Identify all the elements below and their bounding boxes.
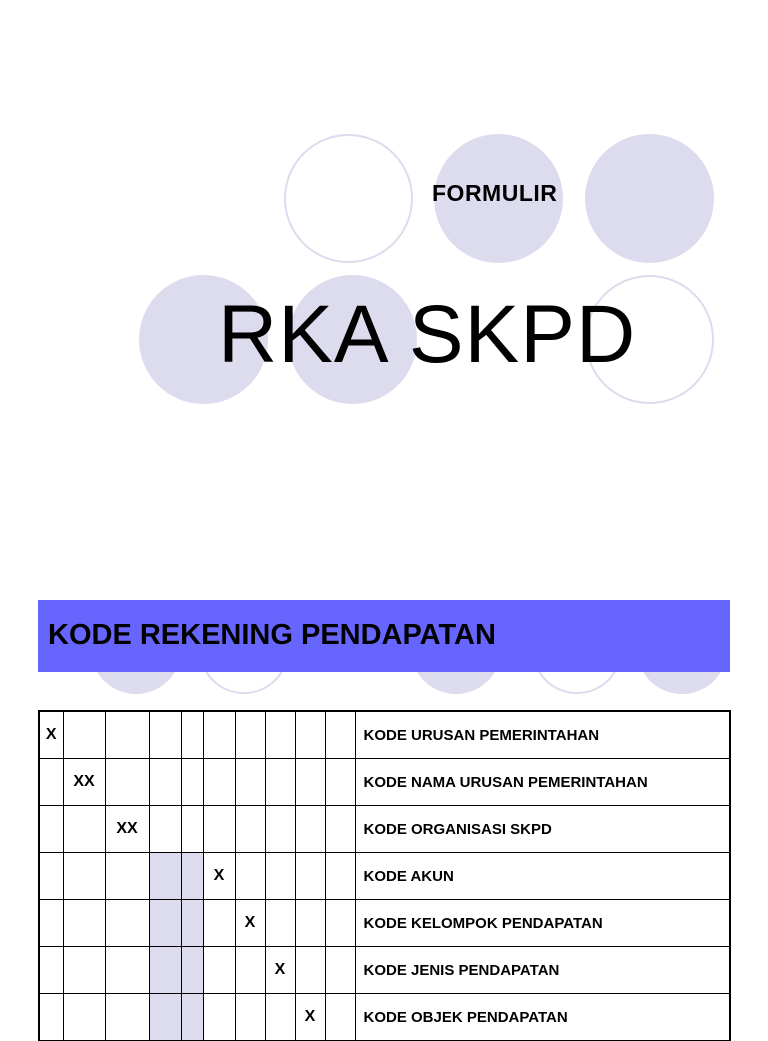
code-cell [235,806,265,853]
code-cell [235,711,265,759]
code-cell [105,994,149,1041]
code-cell: XX [105,806,149,853]
code-cell [295,947,325,994]
code-cell [235,759,265,806]
code-description: KODE ORGANISASI SKPD [355,806,730,853]
code-cell [39,806,63,853]
code-cell [39,947,63,994]
code-cell [203,994,235,1041]
code-cell [203,900,235,947]
code-cell [39,994,63,1041]
code-cell [63,711,105,759]
code-cell [105,900,149,947]
code-cell [295,759,325,806]
code-cell [181,853,203,900]
code-cell [265,806,295,853]
code-cell [265,994,295,1041]
code-cell [203,711,235,759]
code-cell [63,806,105,853]
code-cell [235,947,265,994]
code-cell [181,900,203,947]
table-row [39,853,730,900]
code-cell [181,806,203,853]
code-cell [325,853,355,900]
code-cell: X [265,947,295,994]
code-cell [63,994,105,1041]
table-row [39,947,730,994]
decor-circle [284,134,413,263]
form-subtitle: FORMULIR [432,180,558,206]
table-row [39,711,730,759]
code-cell [235,994,265,1041]
code-description: KODE JENIS PENDAPATAN [355,947,730,994]
code-cell [149,994,181,1041]
code-cell [265,759,295,806]
code-cell: X [295,994,325,1041]
code-cell [39,853,63,900]
code-description: KODE KELOMPOK PENDAPATAN [355,900,730,947]
code-cell [325,759,355,806]
code-description: KODE AKUN [355,853,730,900]
table-row [39,806,730,853]
code-cell: X [39,711,63,759]
code-cell [149,759,181,806]
code-cell: X [203,853,235,900]
code-cell [181,711,203,759]
table-row [39,900,730,947]
code-description: KODE URUSAN PEMERINTAHAN [355,711,730,759]
code-description: KODE OBJEK PENDAPATAN [355,994,730,1041]
code-cell [63,900,105,947]
code-cell [295,806,325,853]
code-cell [295,900,325,947]
code-cell [63,947,105,994]
code-cell [265,711,295,759]
code-cell [181,759,203,806]
code-cell: XX [63,759,105,806]
code-cell [325,947,355,994]
code-cell [325,806,355,853]
code-cell [149,947,181,994]
code-cell [325,711,355,759]
table-row [39,759,730,806]
code-cell [265,900,295,947]
code-description: KODE NAMA URUSAN PEMERINTAHAN [355,759,730,806]
code-cell [149,900,181,947]
code-cell [295,711,325,759]
section-banner [38,600,730,672]
code-cell [181,947,203,994]
code-cell [203,806,235,853]
code-table [38,710,731,1041]
section-heading: KODE REKENING PENDAPATAN [48,618,496,651]
code-cell [203,759,235,806]
code-cell [325,900,355,947]
code-cell [235,853,265,900]
code-cell [63,853,105,900]
code-cell [149,806,181,853]
code-cell [149,853,181,900]
code-cell [105,853,149,900]
code-cell [39,759,63,806]
code-cell [265,853,295,900]
code-cell [203,947,235,994]
table-row [39,994,730,1041]
code-cell [105,759,149,806]
code-cell [39,900,63,947]
code-cell: X [235,900,265,947]
code-cell [105,947,149,994]
code-cell [149,711,181,759]
page-title: RKA SKPD [218,289,637,380]
code-cell [181,994,203,1041]
code-cell [325,994,355,1041]
code-cell [105,711,149,759]
code-cell [295,853,325,900]
decor-circle [585,134,714,263]
